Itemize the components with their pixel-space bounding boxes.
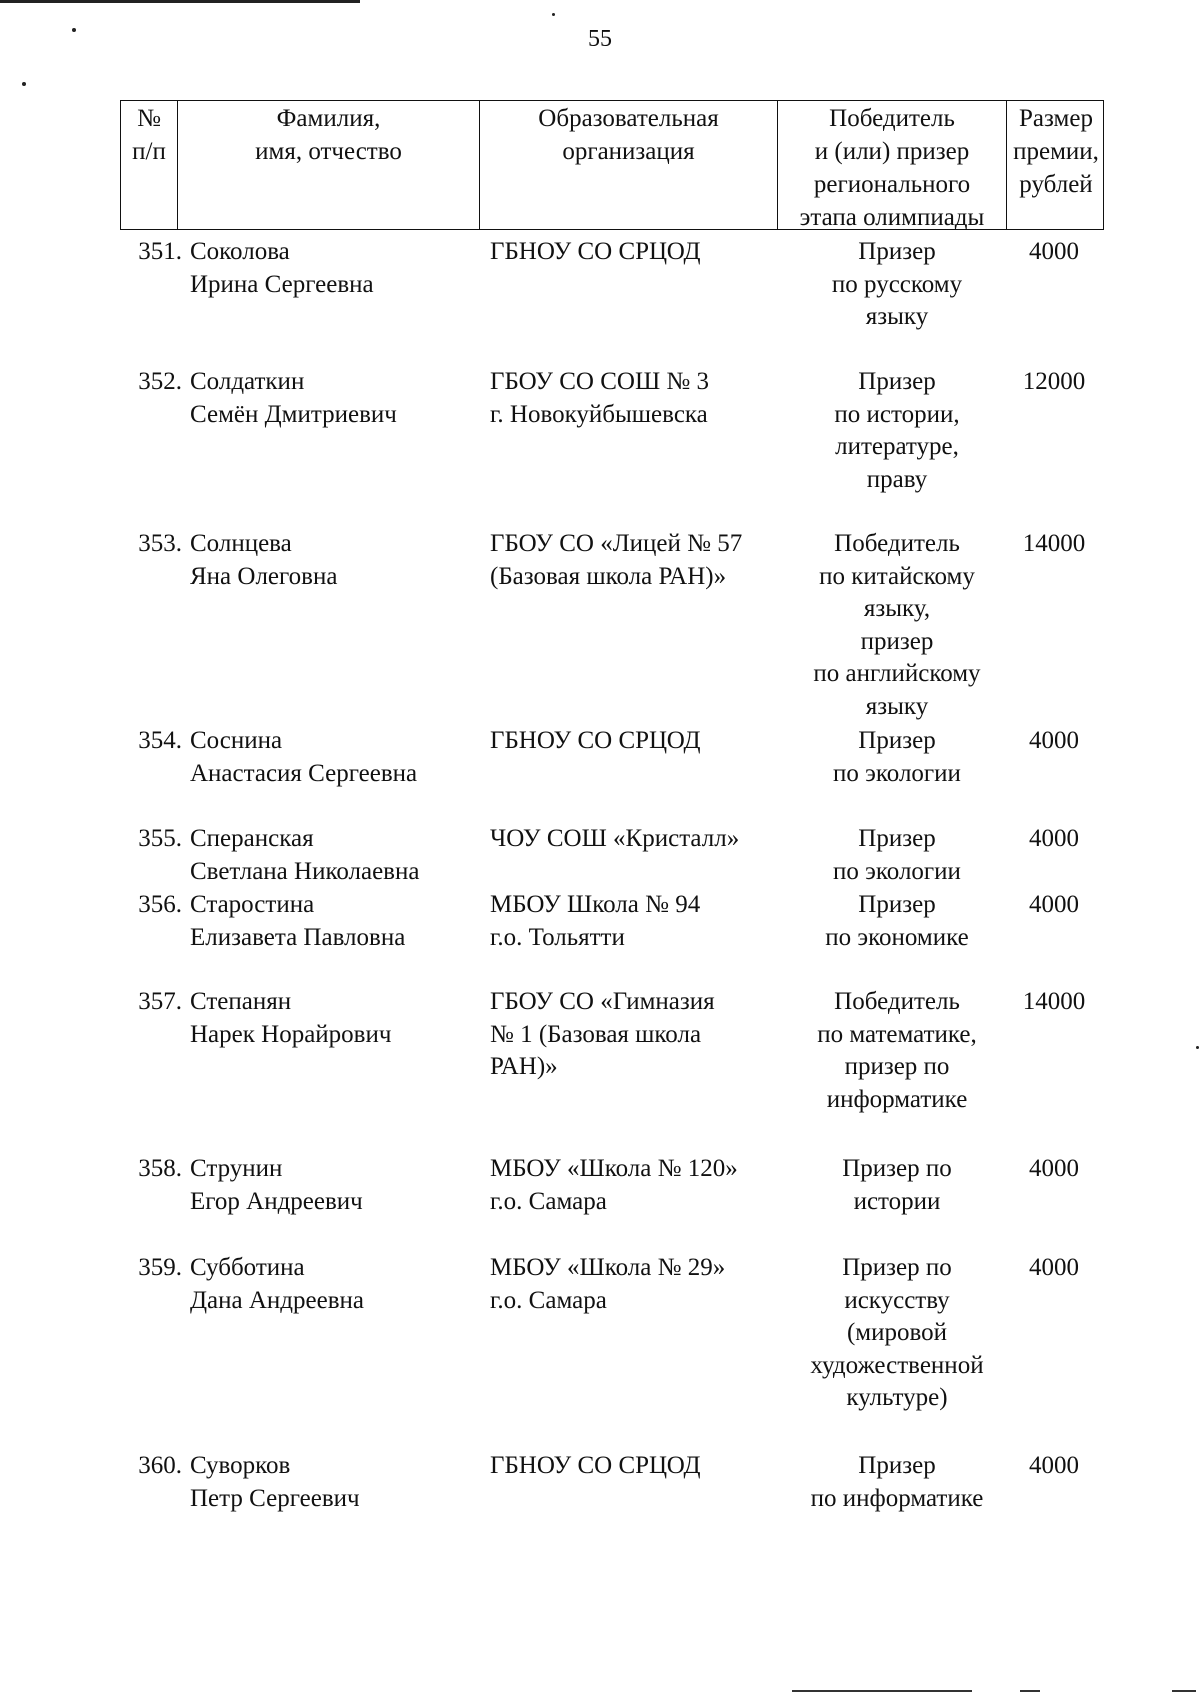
- header-prize-label: Размер премии, рублей: [1013, 105, 1099, 198]
- row-name: Соснина Анастасия Сергеевна: [190, 727, 418, 787]
- row-result: Призер по истории: [842, 1155, 952, 1215]
- header-winner: [778, 101, 1007, 229]
- scan-edge-mark: [792, 1690, 972, 1692]
- header-organization-label: Образовательная организация: [538, 105, 719, 165]
- header-number-label: № п/п: [132, 105, 166, 165]
- row-name: Старостина Елизавета Павловна: [190, 891, 406, 951]
- row-number: 357.: [138, 988, 182, 1015]
- row-prize: 4000: [1029, 727, 1079, 754]
- row-organization: МБОУ «Школа № 29» г.о. Самара: [490, 1254, 726, 1314]
- row-organization: ГБНОУ СО СРЦОД: [490, 238, 701, 265]
- row-prize: 4000: [1029, 1254, 1079, 1281]
- row-result: Призер по русскому языку: [831, 238, 963, 330]
- row-number: 355.: [138, 825, 182, 852]
- row-name: Субботина Дана Андреевна: [190, 1254, 364, 1314]
- row-prize: 14000: [1022, 988, 1086, 1015]
- row-organization: МБОУ «Школа № 120» г.о. Самара: [490, 1155, 738, 1215]
- row-organization: ГБОУ СО «Гимназия № 1 (Базовая школа РАН)»: [490, 988, 715, 1080]
- row-result: Победитель по китайскому языку, призер по английскому языку: [813, 530, 981, 720]
- row-result: Победитель по математике, призер по информатике: [817, 988, 977, 1113]
- row-organization: ГБОУ СО «Лицей № 57 (Базовая школа РАН)»: [490, 530, 743, 590]
- row-result: Призер по экологии: [833, 825, 961, 885]
- row-number: 360.: [138, 1452, 182, 1479]
- scan-edge-mark: [1172, 1690, 1196, 1692]
- header-prize: [1007, 101, 1105, 229]
- row-organization: ГБОУ СО СОШ № 3 г. Новокуйбышевска: [490, 368, 710, 428]
- row-result: Призер по экономике: [825, 891, 969, 951]
- row-prize: 4000: [1029, 1155, 1079, 1182]
- row-result: Призер по искусству (мировой художественной культуре): [810, 1254, 984, 1411]
- row-result: Призер по информатике: [810, 1452, 984, 1512]
- row-number: 358.: [138, 1155, 182, 1182]
- row-result: Призер по экологии: [833, 727, 961, 787]
- row-name: Суворков Петр Сергеевич: [190, 1452, 360, 1512]
- row-prize: 14000: [1022, 530, 1086, 557]
- row-number: 353.: [138, 530, 182, 557]
- row-number: 351.: [138, 238, 182, 265]
- row-number: 354.: [138, 727, 182, 754]
- page-number: 55: [588, 26, 612, 52]
- row-number: 356.: [138, 891, 182, 918]
- row-name: Сперанская Светлана Николаевна: [190, 825, 420, 885]
- scan-edge-mark: [0, 0, 360, 3]
- row-organization: МБОУ Школа № 94 г.о. Тольятти: [490, 891, 701, 951]
- row-name: Степанян Нарек Норайрович: [190, 988, 392, 1048]
- scan-dot: [1196, 1046, 1199, 1049]
- row-number: 359.: [138, 1254, 182, 1281]
- row-organization: ЧОУ СОШ «Кристалл»: [490, 825, 740, 852]
- row-name: Струнин Егор Андреевич: [190, 1155, 363, 1215]
- header-name: [178, 101, 480, 229]
- scan-edge-mark: [1020, 1690, 1040, 1692]
- row-organization: ГБНОУ СО СРЦОД: [490, 727, 701, 754]
- table-header: [120, 100, 1104, 230]
- header-organization: [480, 101, 778, 229]
- row-prize: 4000: [1029, 891, 1079, 918]
- row-name: Соколова Ирина Сергеевна: [190, 238, 374, 298]
- row-organization: ГБНОУ СО СРЦОД: [490, 1452, 701, 1479]
- row-prize: 12000: [1022, 368, 1086, 395]
- row-prize: 4000: [1029, 1452, 1079, 1479]
- row-number: 352.: [138, 368, 182, 395]
- row-prize: 4000: [1029, 238, 1079, 265]
- row-name: Солнцева Яна Олеговна: [190, 530, 338, 590]
- header-number: [121, 101, 178, 229]
- row-name: Солдаткин Семён Дмитриевич: [190, 368, 397, 428]
- row-result: Призер по истории, литературе, праву: [834, 368, 960, 493]
- scan-dot: [22, 82, 26, 86]
- header-name-label: Фамилия, имя, отчество: [255, 105, 402, 165]
- scan-dot: [552, 13, 555, 16]
- header-winner-label: Победитель и (или) призер регионального этапа олимпиады: [799, 105, 985, 231]
- row-prize: 4000: [1029, 825, 1079, 852]
